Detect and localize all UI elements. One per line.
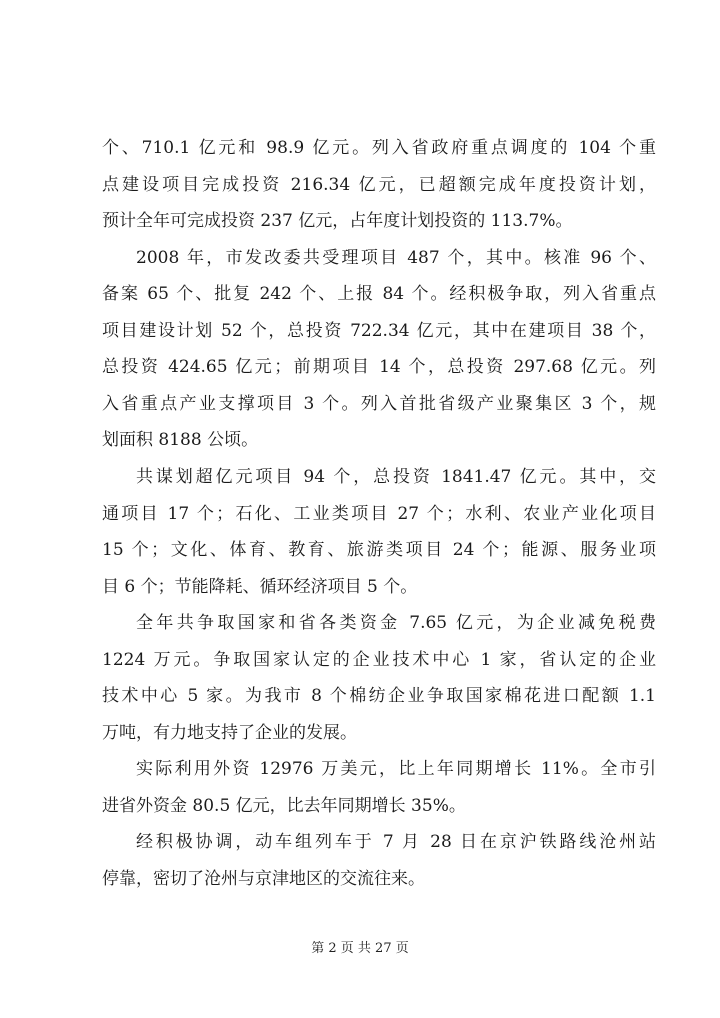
paragraph-line: 共谋划超亿元项目 94 个，总投资 1841.47 亿元。其中，交	[136, 466, 656, 487]
page-number-footer: 第 2 页 共 27 页	[311, 941, 409, 956]
paragraph-line: 目 6 个；节能降耗、循环经济项目 5 个。	[102, 576, 418, 597]
paragraph-line: 技术中心 5 家。为我市 8 个棉纺企业争取国家棉花进口配额 1.1	[102, 686, 656, 707]
paragraph-line: 经积极协调，动车组列车于 7 月 28 日在京沪铁路线沧州站	[136, 832, 656, 853]
paragraph-line: 停靠，密切了沧州与京津地区的交流往来。	[102, 869, 425, 889]
paragraph-line: 通项目 17 个；石化、工业类项目 27 个；水利、农业产业化项目	[102, 503, 656, 524]
paragraph-line: 划面积 8188 公顷。	[102, 430, 259, 451]
paragraph-line: 万吨，有力地支持了企业的发展。	[102, 722, 357, 743]
paragraph-line: 15 个；文化、体育、教育、旅游类项目 24 个；能源、服务业项	[102, 540, 656, 561]
paragraph-line: 入省重点产业支撑项目 3 个。列入首批省级产业聚集区 3 个，规	[102, 393, 656, 414]
paragraph-line: 实际利用外资 12976 万美元，比上年同期增长 11%。全市引	[136, 759, 656, 780]
paragraph-line: 个、710.1 亿元和 98.9 亿元。列入省政府重点调度的 104 个重	[102, 138, 656, 158]
paragraph-line: 点建设项目完成投资 216.34 亿元，已超额完成年度投资计划，	[102, 174, 656, 195]
paragraph-line: 全年共争取国家和省各类资金 7.65 亿元，为企业减免税费	[136, 613, 656, 634]
paragraph-line: 1224 万元。争取国家认定的企业技术中心 1 家，省认定的企业	[102, 649, 656, 670]
paragraph-line: 项目建设计划 52 个，总投资 722.34 亿元，其中在建项目 38 个，	[102, 320, 656, 341]
paragraph-line: 2008 年，市发改委共受理项目 487 个，其中。核准 96 个、	[136, 247, 656, 268]
paragraph-line: 进省外资金 80.5 亿元，比去年同期增长 35%。	[102, 795, 466, 816]
paragraph-line: 总投资 424.65 亿元；前期项目 14 个，总投资 297.68 亿元。列	[102, 357, 656, 378]
paragraph-line: 备案 65 个、批复 242 个、上报 84 个。经积极争取，列入省重点	[102, 284, 656, 305]
paragraph-line: 预计全年可完成投资 237 亿元，占年度计划投资的 113.7%。	[102, 211, 573, 232]
